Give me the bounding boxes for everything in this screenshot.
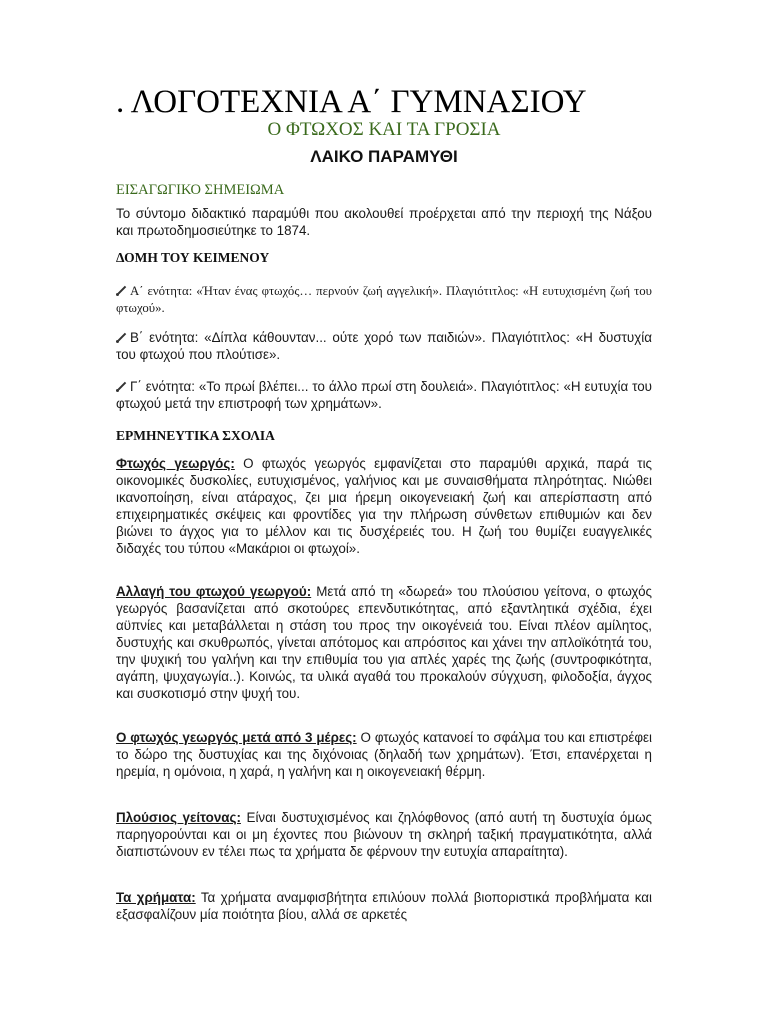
comment-paragraph: [116, 889, 652, 923]
intro-paragraph: Το σύντομο διδακτικό παραμύθι που ακολουθεί προέρχεται από την περιοχή της Νάξου και πρωτοδημοσιεύτηκε το 1874.: [116, 206, 652, 238]
comment-term: Πλούσιος γείτονας:: [116, 810, 241, 825]
comment-paragraph: [116, 809, 652, 860]
comment-term: Αλλαγή του φτωχού γεωργού:: [116, 584, 312, 599]
comment-text: Ο φτωχός κατανοεί το σφάλμα του και επιστρέφει το δώρο της δυστυχίας και της διχόνοιας (δηλαδή των χρημάτων). Έτσι, επανέρχεται η ηρεμία, η ομόνοια, η χαρά, η γαλήνη και η οικογενειακή θέρμη.: [116, 730, 652, 779]
structure-section-a: [116, 283, 652, 317]
story-title: Ο ΦΤΩΧΟΣ ΚΑΙ ΤΑ ΓΡΟΣΙΑ: [267, 119, 501, 140]
comment-paragraph: [116, 729, 652, 780]
comment-paragraph: [116, 583, 652, 702]
comment-text: Τα χρήματα αναμφισβήτητα επιλύουν πολλά βιοποριστικά προβλήματα και εξασφαλίζουν μία ποιότητα βίου, αλλά σε αρκετές: [116, 890, 652, 922]
structure-section-c: [116, 378, 652, 412]
pen-icon: [116, 332, 127, 343]
comment-paragraph: [116, 455, 652, 557]
comments-heading: ΕΡΜΗΝΕΥΤΙΚΑ ΣΧΟΛΙΑ: [116, 428, 275, 443]
structure-section-c-text: Γ΄ ενότητα: «Το πρωί βλέπει... το άλλο πρωί στη δουλειά». Πλαγιότιτλος: «Η ευτυχία του φτωχού μετά την επιστροφή των χρημάτων».: [116, 379, 652, 411]
structure-section-b: [116, 329, 652, 363]
comment-term: Τα χρήματα:: [116, 890, 196, 905]
structure-section-a-text: Α΄ ενότητα: «Ήταν ένας φτωχός… περνούν ζωή αγγελική». Πλαγιότιτλος: «Η ευτυχισμένη ζωή του φτωχού».: [116, 284, 652, 315]
pen-icon: [116, 381, 127, 392]
comment-term: Φτωχός γεωργός:: [116, 456, 235, 471]
structure-heading: ΔΟΜΗ ΤΟΥ ΚΕΙΜΕΝΟΥ: [116, 250, 270, 265]
pen-icon: [116, 285, 127, 296]
comment-text: Είναι δυστυχισμένος και ζηλόφθονος (από αυτή τη δυστυχία όμως παρηγορούνται και οι μη έχοντες που βιώνουν τη σκληρή ταξική πραγματικότητα, αλλά διαπιστώνουν εν τέλει πως τα χρήματα δε φέρνουν την ευτυχία απαραίτητα).: [116, 810, 652, 859]
comment-text: Ο φτωχός γεωργός εμφανίζεται στο παραμύθι αρχικά, παρά τις οικονομικές δυσκολίες, ευτυχισμένος, γαλήνιος και με συναισθήματα πληρότητας. Νιώθει ικανοποίηση, είναι ατάραχος, ζει μια ήρεμη οικογενειακή ζωή και απερίσπαστη από επιχειρηματικές σκέψεις και φροντίδες για την πλήρωση σύνθετων επιθυμιών και δεν βιώνει το άγχος για το μέλλον και τις δυσχέρειές του. Η ζωή του θυμίζει ευαγγελικές διδαχές του τύπου «Μακάριοι οι φτωχοί».: [116, 456, 652, 556]
genre-heading: ΛΑΙΚΟ ΠΑΡΑΜΥΘΙ: [310, 147, 458, 166]
comment-text: Μετά από τη «δωρεά» του πλούσιου γείτονα, ο φτωχός γεωργός βασανίζεται από σκοτούρες επενδυτικότητας, από εξαντλητικά σχέδια, έχει αϋπνίες και μεταβάλλεται η στάση του προς την οικογένειά του. Είναι πλέον αμίλητος, δυστυχής και σκυθρωπός, γίνεται απότομος και απρόσιτος και χάνει την απλοϊκότητά του, την ψυχική του γαλήνη και την επιθυμία του για απλές χαρές της ζωής (συντροφικότητα, αγάπη, ψυχαγωγία..). Κοινώς, τα υλικά αγαθά του προκαλούν σύγχυση, φιλοδοξία, άγχος και συσκοτισμό στην ψυχή του.: [116, 584, 652, 701]
structure-section-b-text: Β΄ ενότητα: «Δίπλα κάθουνταν... ούτε χορό των παιδιών». Πλαγιότιτλος: «Η δυστυχία του φτωχού που πλούτισε».: [116, 330, 652, 362]
document-title: . ΛΟΓΟΤΕΧΝΙΑ Α΄ ΓΥΜΝΑΣΙΟΥ: [116, 84, 587, 120]
intro-heading: ΕΙΣΑΓΩΓΙΚΟ ΣΗΜΕΙΩΜΑ: [116, 182, 285, 198]
comment-term: Ο φτωχός γεωργός μετά από 3 μέρες:: [116, 730, 357, 745]
